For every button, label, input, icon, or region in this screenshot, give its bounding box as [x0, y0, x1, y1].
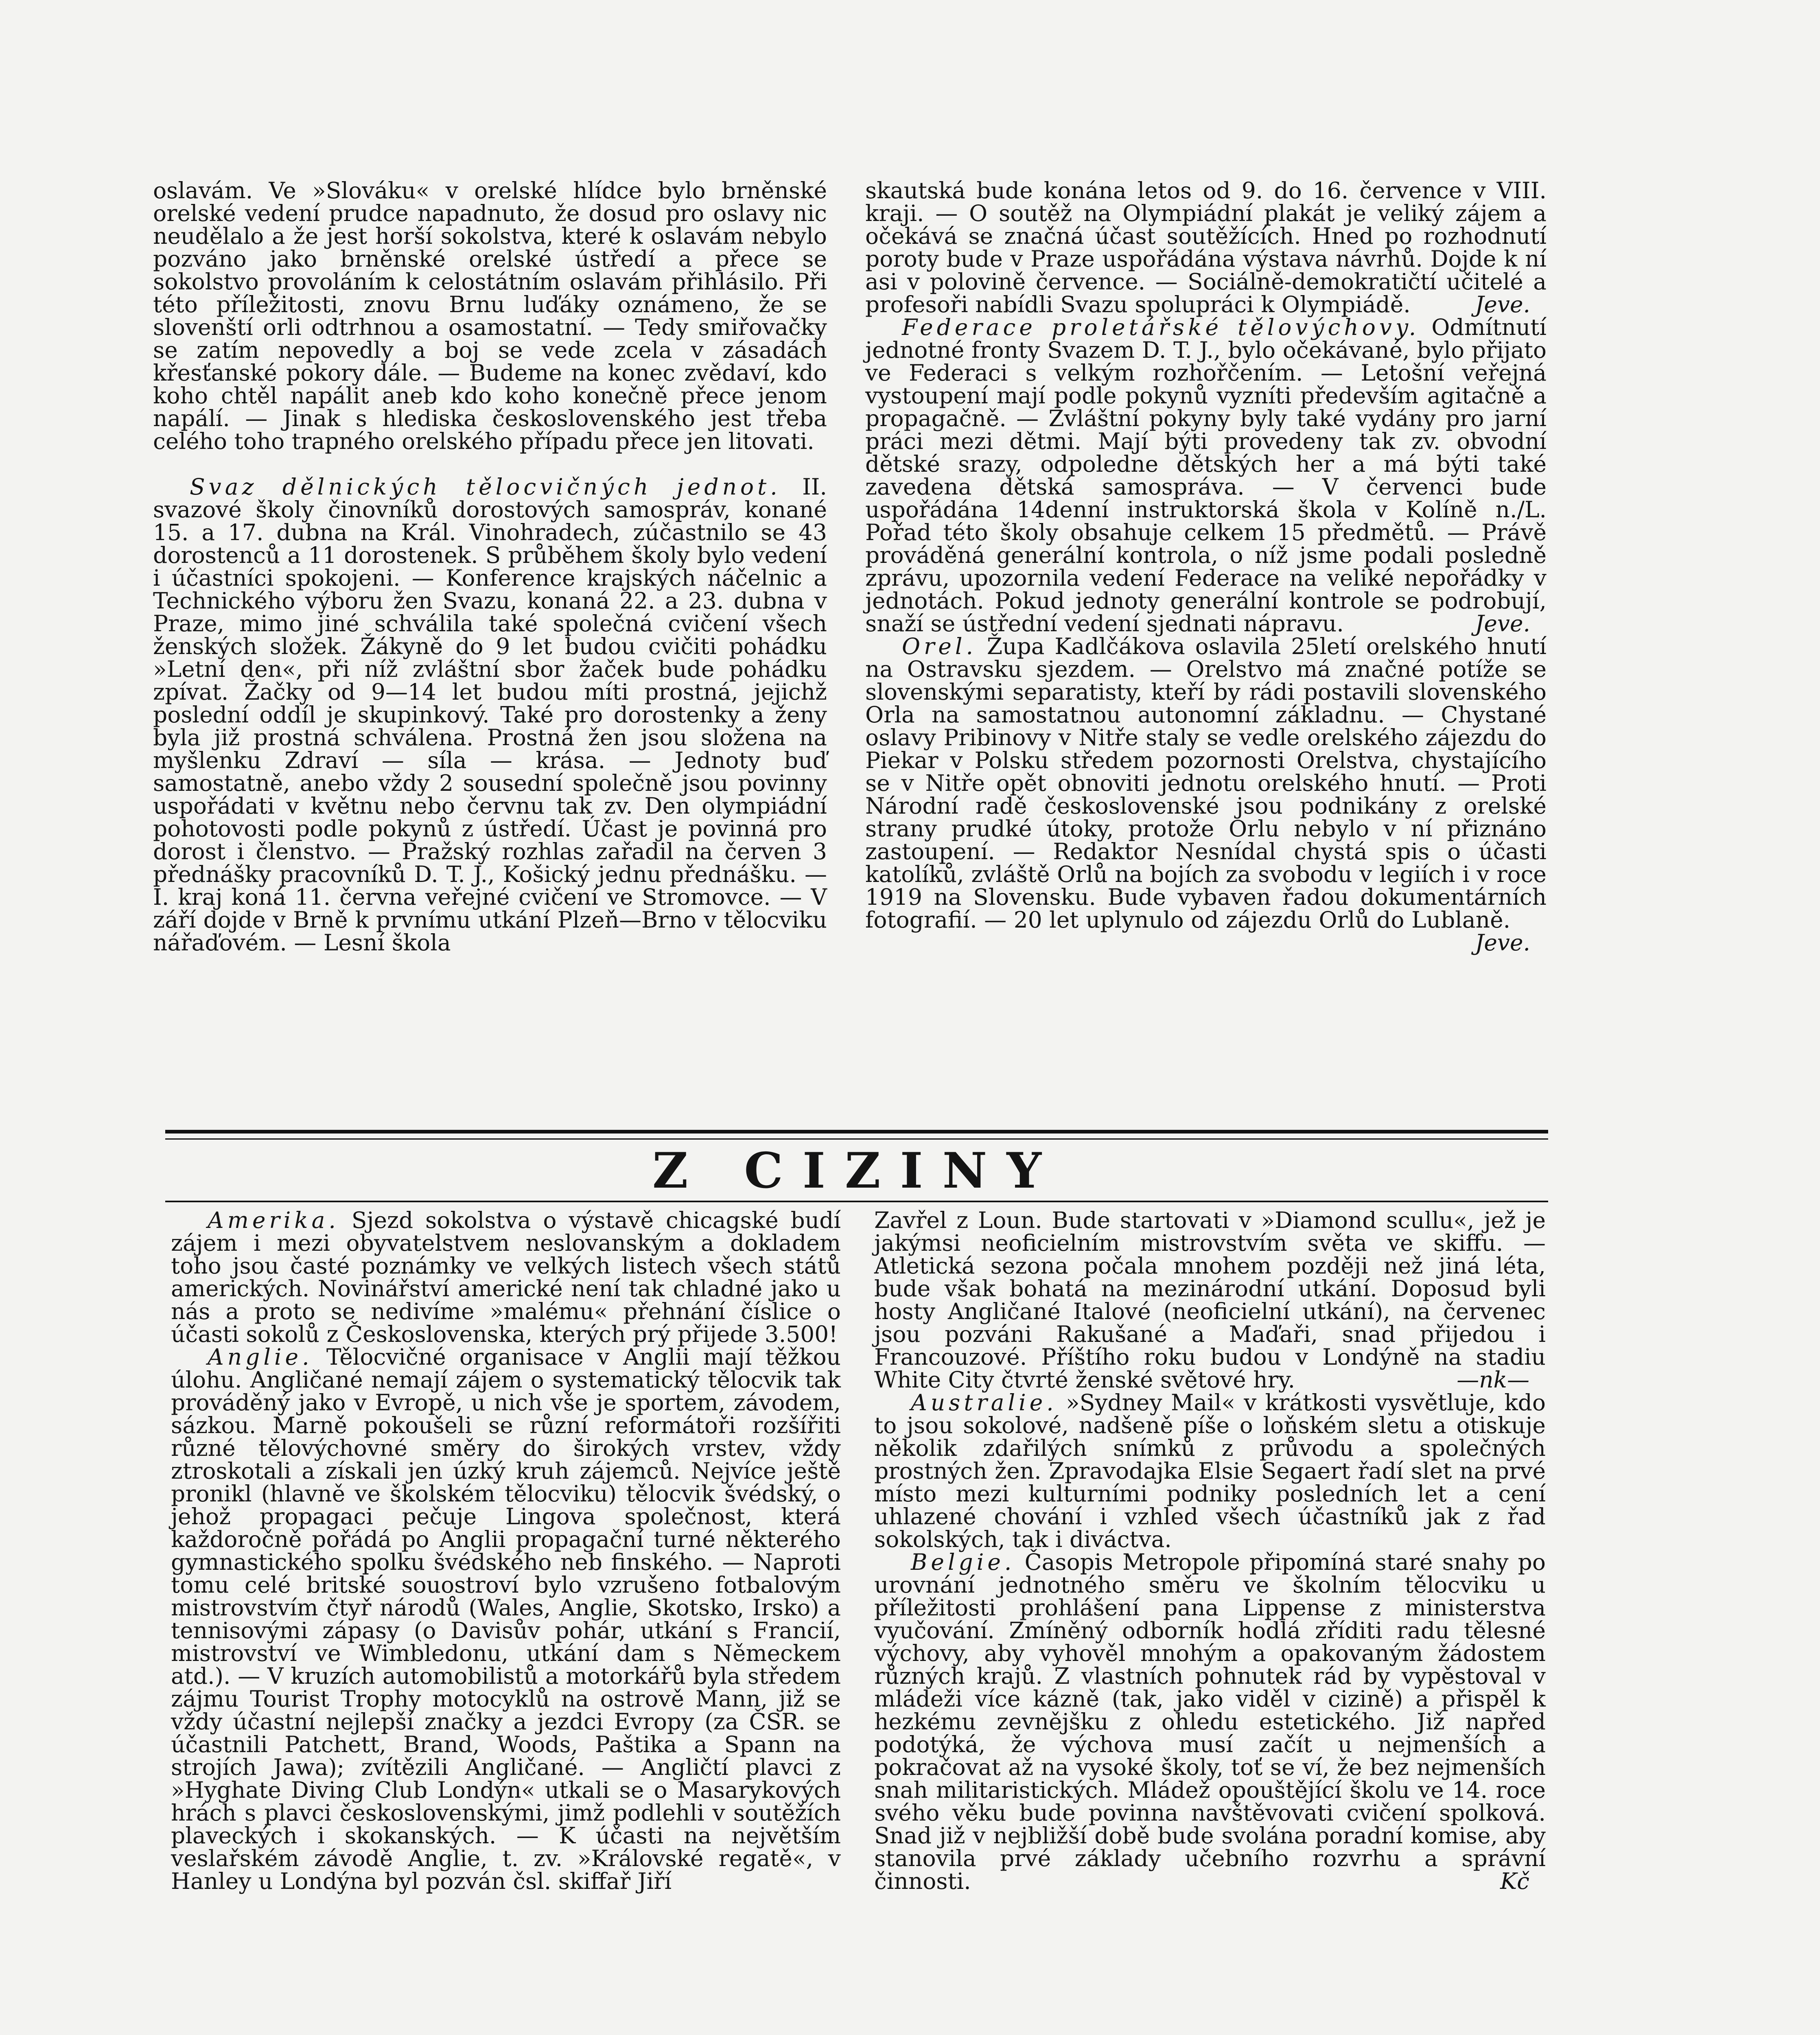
paragraph-zavrel-text: Zavřel z Loun. Bude startovati v »Diamond scullu«, jež je jakýmsi neoficielním mistrovstvím světa ve skiffu. — Atletická sezona počala mnohem později než jiná léta, bude však bohatá na mezinárodní utkání. Doposud byli hosty Angličané Italové (neoficielní utkání), na červenec jsou pozváni Rakušané a Maďaři, snad přijedou i Francouzové. Příštího roku budou v Londýně na stadiu White City čtvrté ženské světové hry.	[874, 1207, 1546, 1393]
section-heading-amerika: Amerika.	[208, 1207, 339, 1233]
paragraph-lesni-skola-text: skautská bude konána letos od 9. do 16. července v VIII. kraji. — O soutěž na Olympiádní plakát je veliký zájem a očekává se značná účast soutěžících. Hned po rozhodnutí poroty bude v Praze uspořádána výstava návrhů. Dojde k ní asi v polovině července. — Sociálně-demokratičtí učitelé a profesoři nabídli Svazu spolupráci k Olympiádě.	[865, 177, 1547, 317]
signature-kc: Kč	[1500, 1868, 1529, 1894]
column-bottom-right	[874, 1209, 1546, 1893]
signature-jeve: Jeve.	[1475, 291, 1530, 317]
paragraph-australie	[874, 1391, 1546, 1551]
paragraph-lesni-skola	[865, 179, 1547, 316]
signature-jeve: Jeve.	[1475, 930, 1530, 956]
paragraph-orel-slovak: oslavám. Ve »Slováku« v orelské hlídce bylo brněnské orelské vedení prudce napadnuto, že dosud pro oslavy nic neudělalo a že jest horší sokolstva, které k oslavám nebylo pozváno jako brněnské orelské ústředí a přece se sokolstvo provoláním k celostátním oslavám přihlásilo. Při této příležitosti, znovu Brnu luďáky oznámeno, že se slovenští orli odtrhnou a osamostatní. — Tedy smiřovačky se zatím nepovedly a boj se vede zcela v zásadách křesťanské pokory dále. — Budeme na konec zvědaví, kdo koho chtěl napálit aneb kdo koho konečně přece jenom napálí. — Jinak s hlediska československého jest třeba celého toho trapného orelského případu přece jen litovati.	[153, 177, 827, 454]
paragraph-svaz-dtj	[153, 475, 827, 954]
section-heading-svaz-dtj: Svaz dělnických tělocvičných jednot.	[190, 474, 781, 500]
divider-rule	[165, 1201, 1548, 1202]
paragraph-svaz-dtj-text: II. svazové školy činovníků dorostových samospráv, konané 15. a 17. dubna na Král. Vinohradech, zúčastnilo se 43 dorostenců a 11 dorostenek. S průběhem školy bylo vedení i účastníci spokojeni. — Konference krajských náčelnic a Technického výboru žen Svazu, konaná 22. a 23. dubna v Praze, mimo jiné schválila také společná cvičení všech ženských složek. Žákyně do 9 let budou cvičiti pohádku »Letní den«, při níž zvláštní sbor žaček bude pohádku zpívat. Žačky od 9—14 let budou míti prostná, jejichž poslední oddíl je skupinkový. Také pro dorostenky a ženy byla již prostná schválena. Prostná žen jsou složena na myšlenku Zdraví — síla — krása. — Jednoty buď samostatně, anebo vždy 2 sousední společně jsou povinny uspořádati v květnu nebo červnu tak zv. Den olympiádní pohotovosti podle pokynů z ústředí. Účast je povinná pro dorost i členstvo. — Pražský rozhlas zařadil na červen 3 přednášky pracovníků D. T. J., Košický jednu přednášku. — I. kraj koná 11. června veřejné cvičení ve Stromovce. — V září dojde v Brně k prvnímu utkání Plzeň—Brno v tělocviku nářaďovém. — Lesní škola	[153, 474, 827, 956]
paragraph-amerika-text: Sjezd sokolstva o výstavě chicagské budí zájem i mezi obyvatelstvem neslovanským a dokladem toho jsou časté poznámky ve velkých listech všech států amerických. Novinářství americké není tak chladné jako u nás a proto se nedivíme »malému« přehnání číslice o účasti sokolů z Československa, kterých prý přijede 3.500!	[171, 1207, 841, 1347]
column-top-left	[153, 179, 827, 954]
divider-rule	[165, 1130, 1548, 1133]
signature-nk: —nk—	[1457, 1367, 1529, 1393]
paragraph-belgie-text: Časopis Metropole připomíná staré snahy po urovnání jednotného směru ve školním tělocviku u příležitosti prohlášení pana Lippense z ministerstva vyučování. Zmíněný odborník hodlá zříditi radu tělesné výchovy, aby vyhověl mnohým a opakovaným žádostem různých krajů. Z vlastních pohnutek rád by vypěstoval v mládeži více kázně (tak, jako viděl v cizině) a přispěl k hezkému zevnějšku z ohledu estetického. Již napřed podotýká, že výchova musí začít u nejmenších a pokračovat až na vysoké školy, toť se ví, že bez nejmenších snah militaristických. Mládež opouštějící školu ve 14. roce svého věku bude povinna navštěvovati cvičení spolková. Snad již v nejbližší době bude svolána poradní komise, aby stanovila prvé základy učebního rozvrhu a správní činnosti.	[874, 1549, 1546, 1894]
section-heading-belgie: Belgie.	[911, 1549, 1015, 1575]
paragraph-orel-text: Župa Kadlčákova oslavila 25letí orelského hnutí na Ostravsku sjezdem. — Orelstvo má značné potíže se slovenskými separatisty, kteří by rádi postavili slovenského Orla na samostatnou autonomní základnu. — Chystané oslavy Pribinovy v Nitře staly se vedle orelského zájezdu do Piekar v Polsku středem pozornosti Orelstva, chystajícího se v Nitře opět obnoviti jednotu orelského hnutí. — Proti Národní radě československé jsou podnikány z orelské strany prudké útoky, protože Orlu nebylo v ní přiznáno zastoupení. — Redaktor Nesnídal chystá spis o účasti katolíků, zvláště Orlů na bojích za svobodu v legiích i v roce 1919 na Slovensku. Bude vybaven řadou dokumentárních fotografií. — 20 let uplynulo od zájezdu Orlů do Lublaně.	[865, 633, 1547, 933]
paragraph-orel	[865, 633, 1547, 956]
paragraph-australie-text: »Sydney Mail« v krátkosti vysvětluje, kdo to jsou sokolové, nadšeně píše o loňském sletu a otiskuje několik zdařilých snímků z průvodu a společných prostných žen. Zpravodajka Elsie Segaert řadí slet na prvé místo mezi kulturními podniky posledních let a cení uhlazené chování i vzhled všech účastníků jak z řad sokolských, tak i diváctva.	[874, 1389, 1546, 1552]
section-heading-australie: Australie.	[911, 1389, 1057, 1416]
column-top-right	[865, 179, 1547, 954]
paragraph-anglie-text: Tělocvičné organisace v Anglii mají těžkou úlohu. Angličané nemají zájem o systematický tělocvik tak prováděný jako v Evropě, u nich vše je sportem, závodem, sázkou. Marně pokoušeli se různí reformátoři rozšířiti různé tělovýchovné směry do širokých vrstev, vždy ztroskotali a získali jen úzký kruh zájemců. Nejvíce ještě pronikl (hlavně ve školském tělocviku) tělocvik švédský, o jehož propagaci pečuje Lingova společnost, která každoročně pořádá po Anglii propagační turné některého gymnastického spolku švédského neb finského. — Naproti tomu celé britské souostroví bylo vzrušeno fotbalovým mistrovstvím čtyř národů (Wales, Anglie, Skotsko, Irsko) a tennisovými zápasy (o Davisův pohár, utkání s Francií, mistrovství ve Wimbledonu, utkání dam s Německem atd.). — V kruzích automobilistů a motorkářů byla středem zájmu Tourist Trophy motocyklů na ostrově Mann, již se vždy účastní nejlepší značky a jezdci Evropy (za ČSR. se účastnili Patchett, Brand, Woods, Paštika a Spann na strojích Jawa); zvítězili Angličané. — Angličtí plavci z »Hyghate Diving Club Londýn« utkali se o Masarykových hrách s plavci československými, jimž podlehli v soutěžích plaveckých i skokanských. — K účasti na největším veslařském závodě Anglie, t. zv. »Královské regatě«, v Hanley u Londýna byl pozván čsl. skiffař Jiří	[171, 1344, 841, 1894]
paragraph-amerika	[171, 1209, 841, 1346]
paragraph-federace-text: Odmítnutí jednotné fronty Svazem D. T. J., bylo očekávané, bylo přijato ve Federaci s velkým rozhořčením. — Letošní veřejná vystoupení mají podle pokynů vyzníti především agitačně a propagačně. — Zvláštní pokyny byly také vydány pro jarní práci mezi dětmi. Mají býti provedeny tak zv. obvodní dětské srazy, odpoledne dětských her a má býti také zavedena dětská samospráva. — V červenci bude uspořádána 14denní instruktorská škola v Kolíně n./L. Pořad této školy obsahuje celkem 15 předmětů. — Právě prováděná generální kontrola, o níž jsme podali posledně zprávu, upozornila vedení Federace na veliké nepořádky v jednotách. Pokud jednoty generální kontrole se podrobují, snaží se ústřední vedení sjednati nápravu.	[865, 314, 1547, 637]
paragraph-federace	[865, 316, 1547, 635]
section-heading-anglie: Anglie.	[208, 1344, 313, 1370]
signature-jeve: Jeve.	[1475, 610, 1530, 637]
section-heading-federace: Federace proletářské tělovýchovy.	[902, 314, 1420, 340]
divider-rule	[165, 1138, 1548, 1140]
paragraph-zavrel	[874, 1209, 1546, 1391]
section-title: Z CIZINY	[652, 1142, 1061, 1199]
section-heading-orel: Orel.	[902, 633, 977, 659]
column-bottom-left	[171, 1209, 841, 1893]
paragraph-anglie	[171, 1346, 841, 1893]
paragraph-belgie	[874, 1551, 1546, 1893]
